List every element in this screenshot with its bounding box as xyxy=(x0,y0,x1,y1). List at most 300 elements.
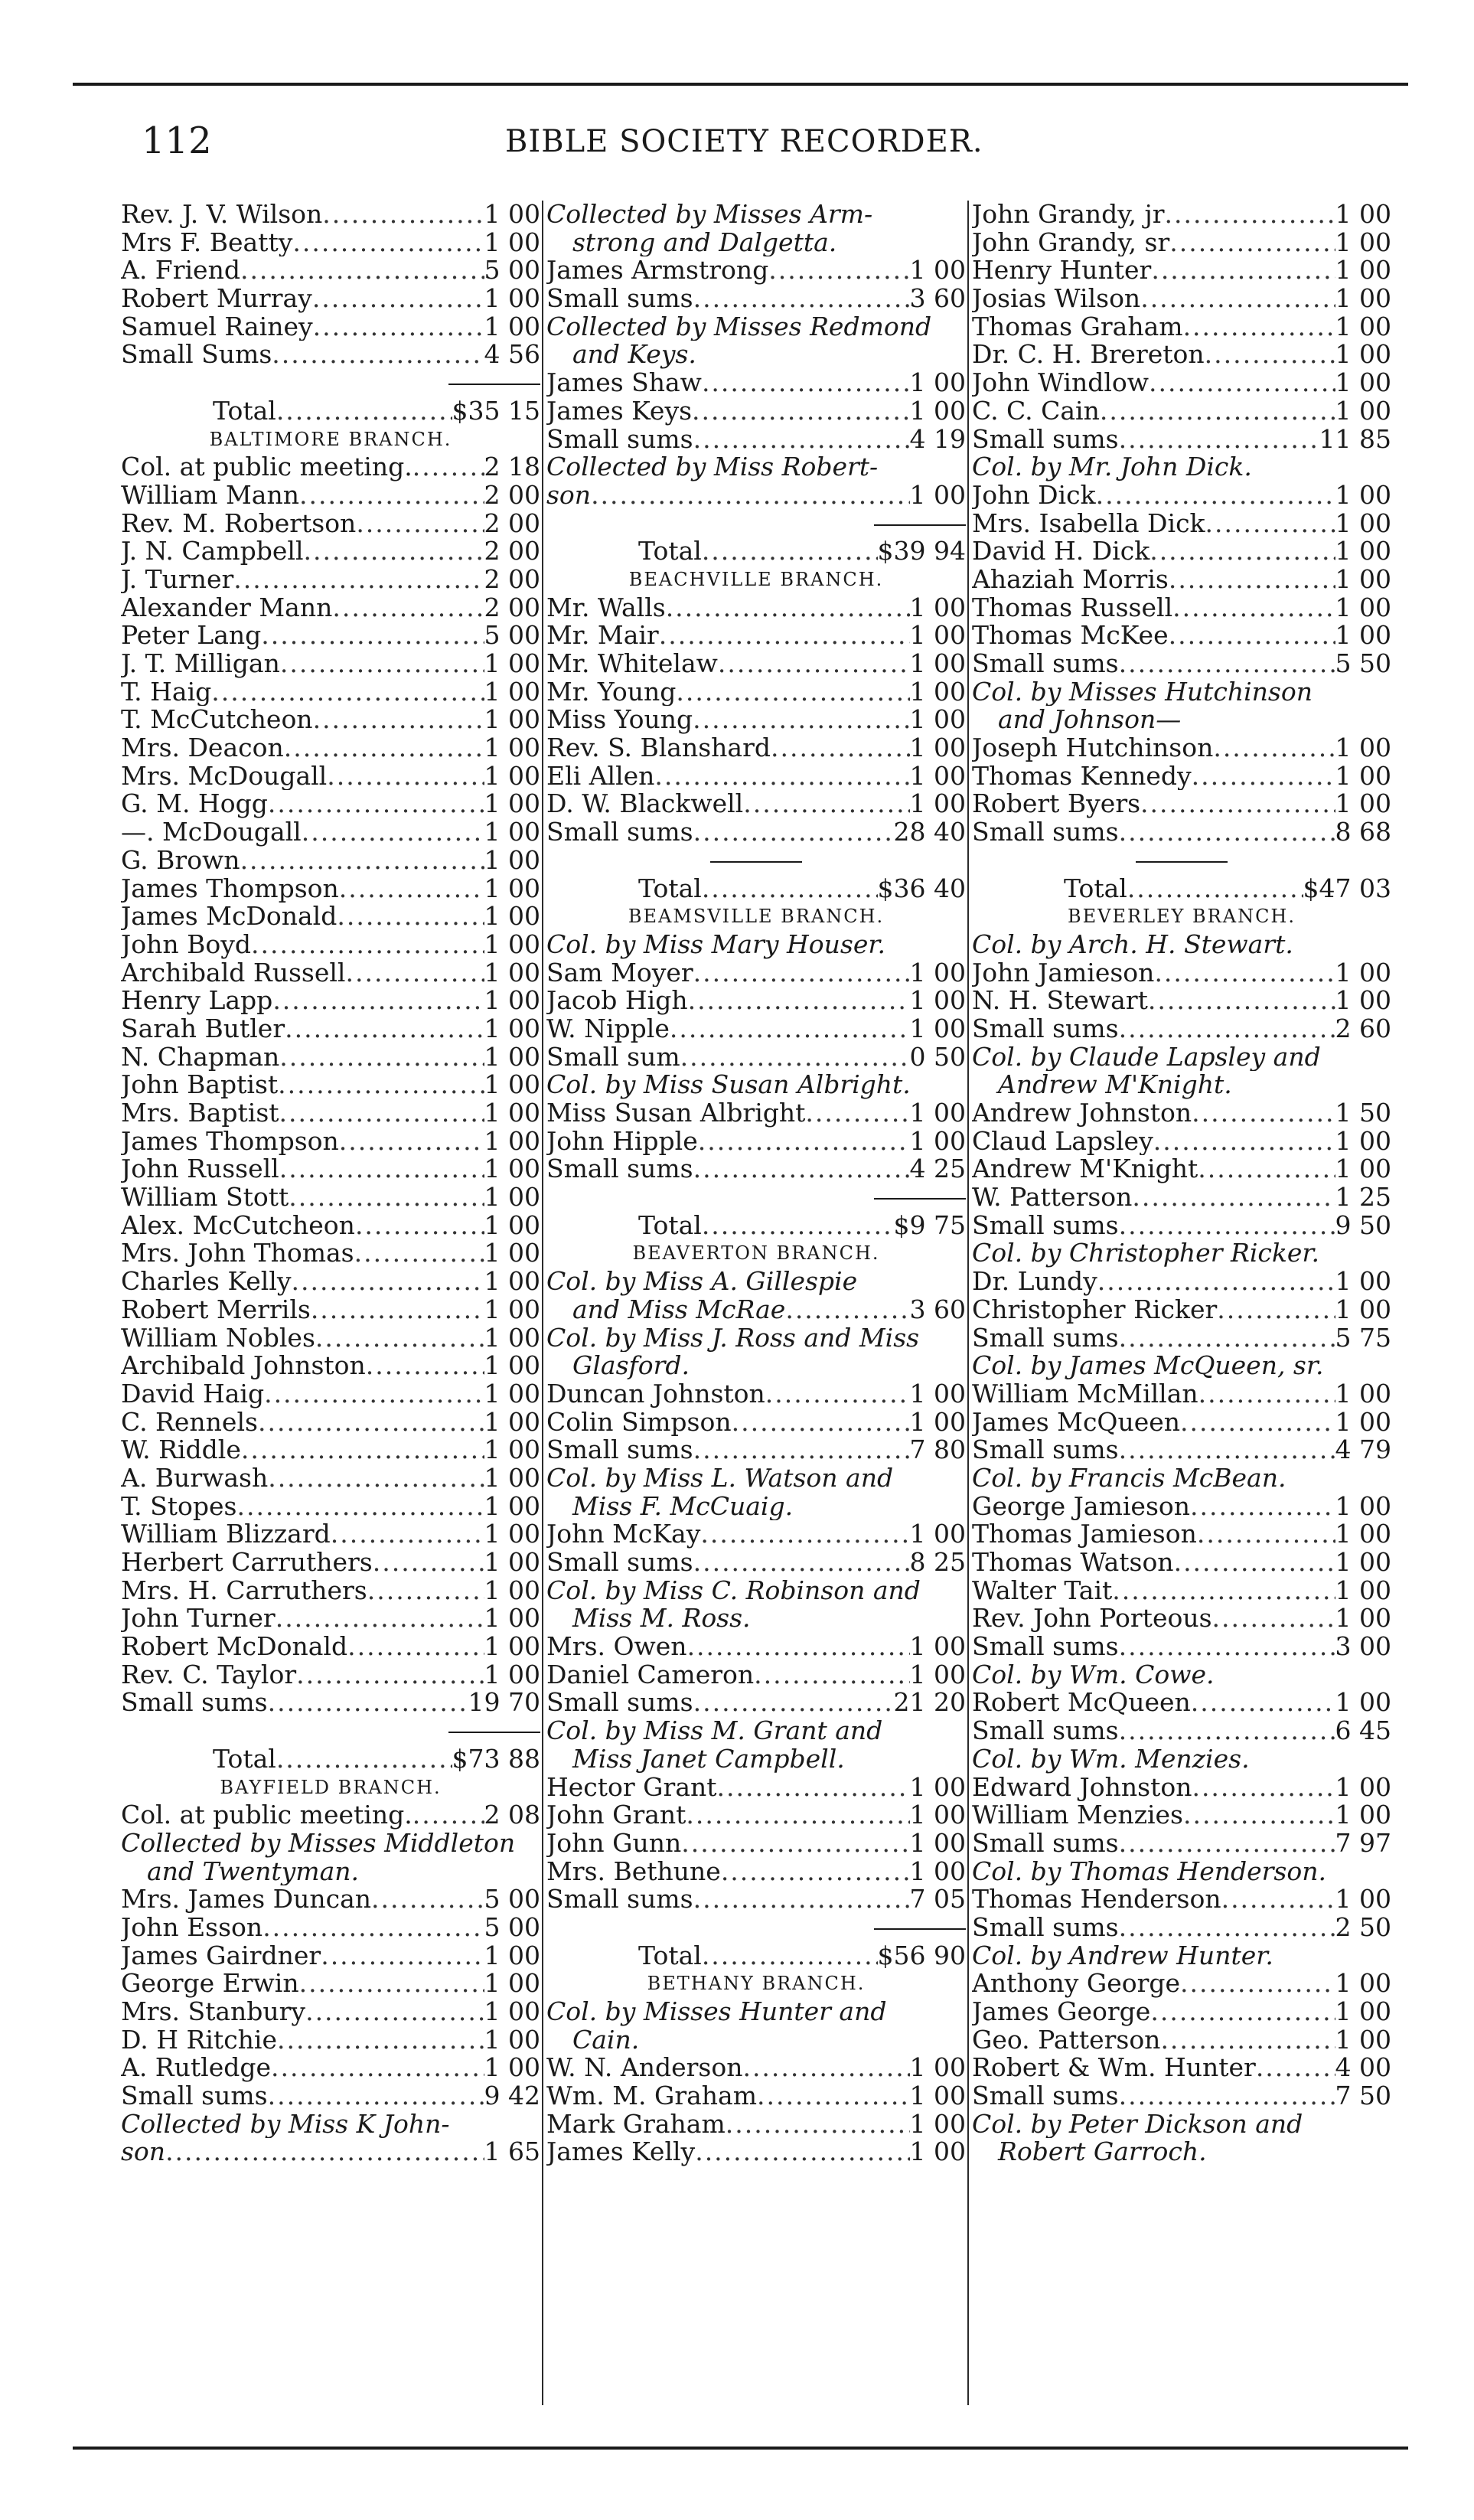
amount: 1 00 xyxy=(484,958,540,987)
dot-leader xyxy=(284,734,484,762)
contributor-name: J. T. Milligan xyxy=(121,650,280,678)
contribution-row xyxy=(121,1268,540,1296)
amount: 1 00 xyxy=(484,762,540,791)
dot-leader xyxy=(236,1493,484,1521)
contribution-row xyxy=(546,790,966,818)
amount: 1 00 xyxy=(909,762,966,791)
dot-leader xyxy=(1119,1436,1335,1464)
total-label: Total xyxy=(213,397,276,426)
collector-line: Col. by Miss L. Watson and xyxy=(546,1464,894,1493)
contribution-row xyxy=(546,594,966,622)
dot-leader xyxy=(1119,650,1335,678)
contributor-name: Thomas Kennedy xyxy=(972,762,1192,791)
contribution-row xyxy=(546,734,966,762)
contributor-name: Jacob High xyxy=(546,987,688,1015)
amount: 5 00 xyxy=(484,1913,540,1942)
dot-leader xyxy=(241,1436,484,1464)
dot-leader xyxy=(754,1661,909,1689)
dot-leader xyxy=(1154,959,1335,987)
amount: 1 00 xyxy=(484,1464,540,1493)
dot-leader xyxy=(726,2110,910,2139)
amount: 1 00 xyxy=(1335,987,1391,1015)
amount: 3 60 xyxy=(909,1295,966,1324)
contribution-row xyxy=(972,622,1391,650)
contribution-row xyxy=(972,1801,1391,1830)
amount: 1 00 xyxy=(484,312,540,341)
contributor-name: John Baptist xyxy=(121,1071,279,1099)
amount: 3 00 xyxy=(1335,1633,1391,1661)
total-label: Total xyxy=(638,1211,702,1240)
contribution-row xyxy=(546,1155,966,1183)
dot-leader xyxy=(366,1352,484,1380)
contribution-row xyxy=(972,1970,1391,1998)
dot-leader xyxy=(1151,256,1335,285)
dot-leader xyxy=(321,1942,484,1970)
dot-leader xyxy=(743,790,909,818)
contribution-row xyxy=(121,313,540,341)
dot-leader xyxy=(413,1801,484,1830)
contribution-row xyxy=(546,1015,966,1043)
total-amount: $47 03 xyxy=(1303,874,1391,903)
contributor-name: William Stott xyxy=(121,1183,289,1212)
dot-leader xyxy=(1119,1015,1335,1043)
contribution-row xyxy=(121,1015,540,1043)
contributor-name: Mrs. Baptist xyxy=(121,1099,279,1128)
amount: 1 00 xyxy=(484,1183,540,1212)
contribution-row xyxy=(121,762,540,791)
contribution-row xyxy=(972,1774,1391,1802)
dot-leader xyxy=(315,1324,484,1353)
total-row xyxy=(972,875,1391,903)
contribution-row xyxy=(121,1464,540,1493)
amount: 1 00 xyxy=(1335,1408,1391,1437)
amount: 1 00 xyxy=(1335,762,1391,791)
total-row xyxy=(546,1942,966,1970)
dot-leader xyxy=(1180,1970,1335,1998)
contribution-row xyxy=(121,818,540,847)
dot-leader xyxy=(331,1520,484,1549)
amount: 1 00 xyxy=(1335,341,1391,370)
dot-leader xyxy=(1191,1689,1335,1717)
contribution-row xyxy=(546,1830,966,1858)
dot-leader xyxy=(693,1885,910,1914)
amount: 9 50 xyxy=(1335,1211,1391,1240)
amount: 1 00 xyxy=(484,706,540,735)
dot-leader xyxy=(693,285,910,313)
dot-leader xyxy=(1160,2026,1335,2055)
contribution-row xyxy=(972,1577,1391,1605)
contributor-name: D. H Ritchie xyxy=(121,2025,278,2055)
contribution-row xyxy=(121,2054,540,2082)
dot-leader xyxy=(413,453,484,481)
amount: 1 00 xyxy=(484,1295,540,1324)
dot-leader xyxy=(271,2054,484,2082)
contribution-row xyxy=(546,1296,966,1324)
amount: 1 00 xyxy=(484,1211,540,1240)
dot-leader xyxy=(1132,1183,1335,1212)
contribution-row xyxy=(121,1970,540,1998)
contribution-row xyxy=(546,959,966,987)
contributor-name: Robert McDonald xyxy=(121,1633,348,1661)
contributor-name: David Haig xyxy=(121,1379,265,1409)
dot-leader xyxy=(313,313,484,341)
amount: 1 00 xyxy=(484,1099,540,1128)
amount: 1 00 xyxy=(1335,285,1391,313)
contributor-name: Colin Simpson xyxy=(546,1408,732,1437)
contributor-name: A. Burwash xyxy=(121,1464,269,1493)
dot-leader xyxy=(659,622,910,650)
contribution-row xyxy=(972,369,1391,397)
dot-leader xyxy=(670,1015,910,1043)
contribution-row xyxy=(121,931,540,959)
amount: 1 00 xyxy=(484,874,540,903)
contribution-row xyxy=(546,1128,966,1156)
dot-leader xyxy=(687,1633,910,1661)
amount: 1 00 xyxy=(909,987,966,1015)
dot-leader xyxy=(1190,1493,1335,1521)
amount: 1 00 xyxy=(484,2054,540,2083)
amount: 1 00 xyxy=(909,593,966,622)
amount: 8 68 xyxy=(1335,818,1391,847)
dot-leader xyxy=(278,1071,484,1099)
dot-leader xyxy=(211,678,484,707)
amount: 1 00 xyxy=(1335,734,1391,762)
contribution-row xyxy=(546,1436,966,1464)
contributor-name: Mrs. McDougall xyxy=(121,762,328,791)
amount: 1 00 xyxy=(909,2110,966,2139)
collector-line-continued: Robert Garroch. xyxy=(998,2138,1207,2167)
contribution-row xyxy=(546,2054,966,2082)
contributor-name: Mark Graham xyxy=(546,2110,726,2139)
contribution-row xyxy=(546,622,966,650)
contributor-name: N. Chapman xyxy=(121,1043,280,1072)
dot-leader xyxy=(1149,369,1335,397)
contribution-row xyxy=(121,537,540,566)
contributor-name: James Keys xyxy=(546,397,693,426)
total-label: Total xyxy=(638,874,702,903)
dot-leader xyxy=(718,650,910,678)
collector-line: Col. by Miss C. Robinson and xyxy=(546,1576,921,1605)
amount: 1 00 xyxy=(484,1549,540,1577)
contribution-row xyxy=(546,369,966,397)
contribution-row xyxy=(121,1689,540,1717)
dot-leader xyxy=(279,1043,484,1072)
total-row xyxy=(121,1745,540,1774)
contribution-row xyxy=(121,1885,540,1914)
collector-line: Col. by Mr. John Dick. xyxy=(972,453,1252,481)
dot-leader xyxy=(1119,1830,1335,1858)
contribution-row xyxy=(972,285,1391,313)
contribution-row xyxy=(546,2082,966,2110)
contribution-row xyxy=(972,1183,1391,1212)
contribution-row xyxy=(972,1212,1391,1240)
dot-leader xyxy=(1183,1801,1335,1830)
amount: 2 60 xyxy=(1335,1014,1391,1043)
amount: 2 00 xyxy=(484,481,540,510)
amount: 19 70 xyxy=(468,1689,540,1718)
total-row xyxy=(546,537,966,566)
amount: 1 00 xyxy=(909,734,966,762)
contributor-name: Small sums xyxy=(972,650,1119,678)
contribution-row xyxy=(121,1549,540,1577)
contribution-row xyxy=(121,1801,540,1830)
contributor-name: William Blizzard xyxy=(121,1520,331,1549)
contributor-name: John McKay xyxy=(546,1520,701,1549)
contribution-row xyxy=(972,397,1391,426)
contributor-name: James Thompson xyxy=(121,874,339,903)
dot-leader xyxy=(279,1155,484,1183)
contributor-name: Small sums xyxy=(972,1436,1119,1464)
amount: 11 85 xyxy=(1319,425,1391,454)
contribution-row xyxy=(972,1520,1391,1549)
collector-line-continued: and Keys. xyxy=(572,341,696,370)
amount: 1 00 xyxy=(484,1941,540,1970)
contribution-row xyxy=(972,229,1391,257)
contributor-name: John Russell xyxy=(121,1155,279,1184)
amount: 2 00 xyxy=(484,565,540,594)
amount: 1 00 xyxy=(909,1520,966,1549)
collector-line: Collected by Misses Arm- xyxy=(546,201,873,229)
contributor-name: son xyxy=(121,2138,166,2167)
contribution-row xyxy=(972,1633,1391,1661)
contributor-name: William McMillan xyxy=(972,1379,1198,1409)
contributor-name: T. Stopes xyxy=(121,1492,237,1521)
contributor-name: Small Sums xyxy=(121,341,272,370)
dot-leader xyxy=(1174,1549,1335,1577)
collector-line: Col. by Thomas Henderson. xyxy=(972,1857,1326,1886)
column-divider xyxy=(967,201,969,2405)
contributor-name: John Grandy, sr xyxy=(972,228,1170,257)
contributor-name: Thomas Graham xyxy=(972,312,1183,341)
contribution-row xyxy=(121,481,540,510)
contribution-row xyxy=(121,650,540,678)
contribution-row xyxy=(121,1296,540,1324)
contributor-name: Mr. Mair xyxy=(546,622,659,650)
dot-leader xyxy=(695,2138,909,2166)
contributor-name: Josias Wilson xyxy=(972,285,1141,313)
amount: 1 00 xyxy=(909,1014,966,1043)
dot-leader xyxy=(296,1661,484,1689)
contribution-row xyxy=(121,959,540,987)
contribution-row xyxy=(121,201,540,229)
contributor-name: Thomas Henderson xyxy=(972,1885,1221,1914)
contribution-row xyxy=(972,2082,1391,2110)
amount: 1 00 xyxy=(1335,1520,1391,1549)
contribution-row xyxy=(972,987,1391,1015)
contributor-name: G. M. Hogg xyxy=(121,790,268,819)
amount: 1 00 xyxy=(484,1352,540,1380)
dot-leader xyxy=(1100,397,1335,426)
branch-heading: BAYFIELD BRANCH. xyxy=(220,1776,442,1798)
contributor-name: D. W. Blackwell xyxy=(546,790,744,819)
contributor-name: C. Rennels xyxy=(121,1408,258,1437)
contribution-row xyxy=(121,594,540,622)
dot-leader xyxy=(1153,1128,1335,1156)
amount: 1 00 xyxy=(1335,1689,1391,1718)
contributor-name: Dr. Lundy xyxy=(972,1268,1097,1296)
contributor-name: Small sums xyxy=(546,425,693,454)
contributor-name: Miss Susan Albright xyxy=(546,1099,806,1128)
amount: 1 00 xyxy=(1335,312,1391,341)
amount: 1 00 xyxy=(1335,228,1391,257)
amount: 1 00 xyxy=(909,1633,966,1661)
contribution-row xyxy=(121,1493,540,1521)
dot-leader xyxy=(268,1689,468,1717)
contribution-row xyxy=(121,1043,540,1072)
amount: 4 79 xyxy=(1335,1436,1391,1464)
amount: 2 08 xyxy=(484,1801,540,1830)
contributor-name: W. Patterson xyxy=(972,1183,1133,1212)
contribution-row xyxy=(546,706,966,734)
total-separator xyxy=(546,510,966,538)
contributor-name: Mr. Young xyxy=(546,677,677,707)
contributor-name: Robert Murray xyxy=(121,285,312,313)
dot-leader xyxy=(1119,1212,1335,1240)
contribution-row xyxy=(121,285,540,313)
amount: 1 00 xyxy=(484,818,540,847)
dot-leader xyxy=(345,959,484,987)
amount: 1 00 xyxy=(484,734,540,762)
contributor-name: James McQueen xyxy=(972,1408,1181,1437)
contribution-row xyxy=(546,1380,966,1409)
amount: 1 00 xyxy=(484,2025,540,2055)
contributor-name: Col. at public meeting. xyxy=(121,453,413,481)
contribution-row xyxy=(972,1324,1391,1353)
dot-leader xyxy=(693,959,910,987)
amount: 1 00 xyxy=(484,1998,540,2026)
contributor-name: Mrs. John Thomas xyxy=(121,1239,354,1268)
amount: 1 00 xyxy=(484,1071,540,1099)
dot-leader xyxy=(1097,1268,1335,1296)
amount: 1 00 xyxy=(1335,958,1391,987)
contribution-row xyxy=(121,847,540,875)
dot-leader xyxy=(1172,594,1335,622)
amount: 7 80 xyxy=(909,1436,966,1464)
dot-leader xyxy=(1150,537,1335,566)
contributor-name: John Grant xyxy=(546,1801,686,1830)
dot-leader xyxy=(702,537,878,566)
dot-leader xyxy=(313,706,484,734)
amount: 1 00 xyxy=(909,1379,966,1409)
amount: 1 00 xyxy=(1335,537,1391,566)
contribution-row xyxy=(121,1942,540,1970)
column-2 xyxy=(546,201,966,2166)
dot-leader xyxy=(299,1970,484,1998)
amount: 5 00 xyxy=(484,256,540,286)
contribution-row xyxy=(972,566,1391,594)
amount: 1 00 xyxy=(484,1436,540,1464)
contribution-row xyxy=(121,1099,540,1128)
contributor-name: Mrs F. Beatty xyxy=(121,228,293,257)
total-row xyxy=(546,1212,966,1240)
contributor-name: Small sums xyxy=(546,1549,693,1577)
amount: 1 00 xyxy=(484,790,540,819)
total-amount: $73 88 xyxy=(452,1745,540,1774)
contributor-name: Thomas Jamieson xyxy=(972,1520,1197,1549)
contribution-row xyxy=(972,313,1391,341)
dot-leader xyxy=(698,1128,910,1156)
contribution-row xyxy=(121,1436,540,1464)
dot-leader xyxy=(693,706,909,734)
total-row xyxy=(121,397,540,426)
amount: 1 00 xyxy=(1335,1576,1391,1605)
contribution-row xyxy=(121,734,540,762)
contributor-name: A. Rutledge xyxy=(121,2054,272,2083)
contributor-name: John Boyd xyxy=(121,930,251,959)
contributor-name: Small sums xyxy=(121,2082,268,2110)
column-1 xyxy=(121,201,540,2166)
contribution-row xyxy=(121,875,540,903)
amount: 1 00 xyxy=(1335,1379,1391,1409)
contributor-name: James Kelly xyxy=(546,2138,696,2167)
dot-leader xyxy=(1165,201,1335,229)
contributor-name: Peter Lang xyxy=(121,622,262,650)
contributor-name: N. H. Stewart xyxy=(972,987,1148,1015)
dot-leader xyxy=(292,229,484,257)
dot-leader xyxy=(693,1155,910,1183)
contributor-name: J. N. Campbell xyxy=(121,537,304,566)
amount: 1 00 xyxy=(1335,1970,1391,1998)
contributor-name: Small sums xyxy=(546,1689,693,1718)
branch-heading: BEVERLEY BRANCH. xyxy=(1068,906,1296,928)
amount: 1 00 xyxy=(909,369,966,397)
contributor-name: Small sums xyxy=(972,425,1119,454)
contribution-row xyxy=(972,1885,1391,1914)
contributor-name: Henry Lapp xyxy=(121,987,273,1015)
dot-leader xyxy=(240,847,484,875)
amount: 1 00 xyxy=(1335,201,1391,229)
contribution-row xyxy=(546,818,966,847)
dot-leader xyxy=(785,1296,909,1324)
collector-line-continued: strong and Dalgetta. xyxy=(572,228,837,257)
amount: 6 45 xyxy=(1335,1717,1391,1745)
amount: 1 00 xyxy=(909,958,966,987)
contributor-name: George Jamieson xyxy=(972,1492,1191,1521)
amount: 2 18 xyxy=(484,453,540,481)
amount: 5 50 xyxy=(1335,650,1391,678)
contribution-row xyxy=(972,510,1391,538)
dot-leader xyxy=(702,1212,894,1240)
contributor-name: Mr. Whitelaw xyxy=(546,650,718,678)
contribution-row xyxy=(972,650,1391,678)
contributor-name: Robert & Wm. Hunter xyxy=(972,2054,1256,2083)
contributor-name: Rev. C. Taylor xyxy=(121,1660,297,1689)
amount: 1 00 xyxy=(484,930,540,959)
amount: 1 00 xyxy=(909,2054,966,2083)
collector-line: Col. by Francis McBean. xyxy=(972,1464,1286,1493)
amount: 1 00 xyxy=(909,1773,966,1802)
amount: 2 00 xyxy=(484,593,540,622)
contributor-name: Small sums xyxy=(972,1014,1119,1043)
contribution-row xyxy=(972,1296,1391,1324)
contributor-name: John Dick xyxy=(972,481,1096,510)
page-number: 112 xyxy=(142,119,212,162)
dot-leader xyxy=(681,1830,909,1858)
total-separator xyxy=(546,1914,966,1942)
contributor-name: Small sums xyxy=(121,1689,268,1718)
dot-leader xyxy=(1119,1717,1335,1745)
total-amount: $35 15 xyxy=(452,397,540,426)
top-rule xyxy=(73,83,1408,86)
contribution-row xyxy=(121,1604,540,1633)
contributor-name: Ahaziah Morris xyxy=(972,565,1169,594)
contributor-name: J. Turner xyxy=(121,565,234,594)
contribution-row xyxy=(972,818,1391,847)
dot-leader xyxy=(768,256,909,285)
contribution-row xyxy=(121,1239,540,1268)
contributor-name: C. C. Cain xyxy=(972,397,1100,426)
dot-leader xyxy=(304,537,484,566)
